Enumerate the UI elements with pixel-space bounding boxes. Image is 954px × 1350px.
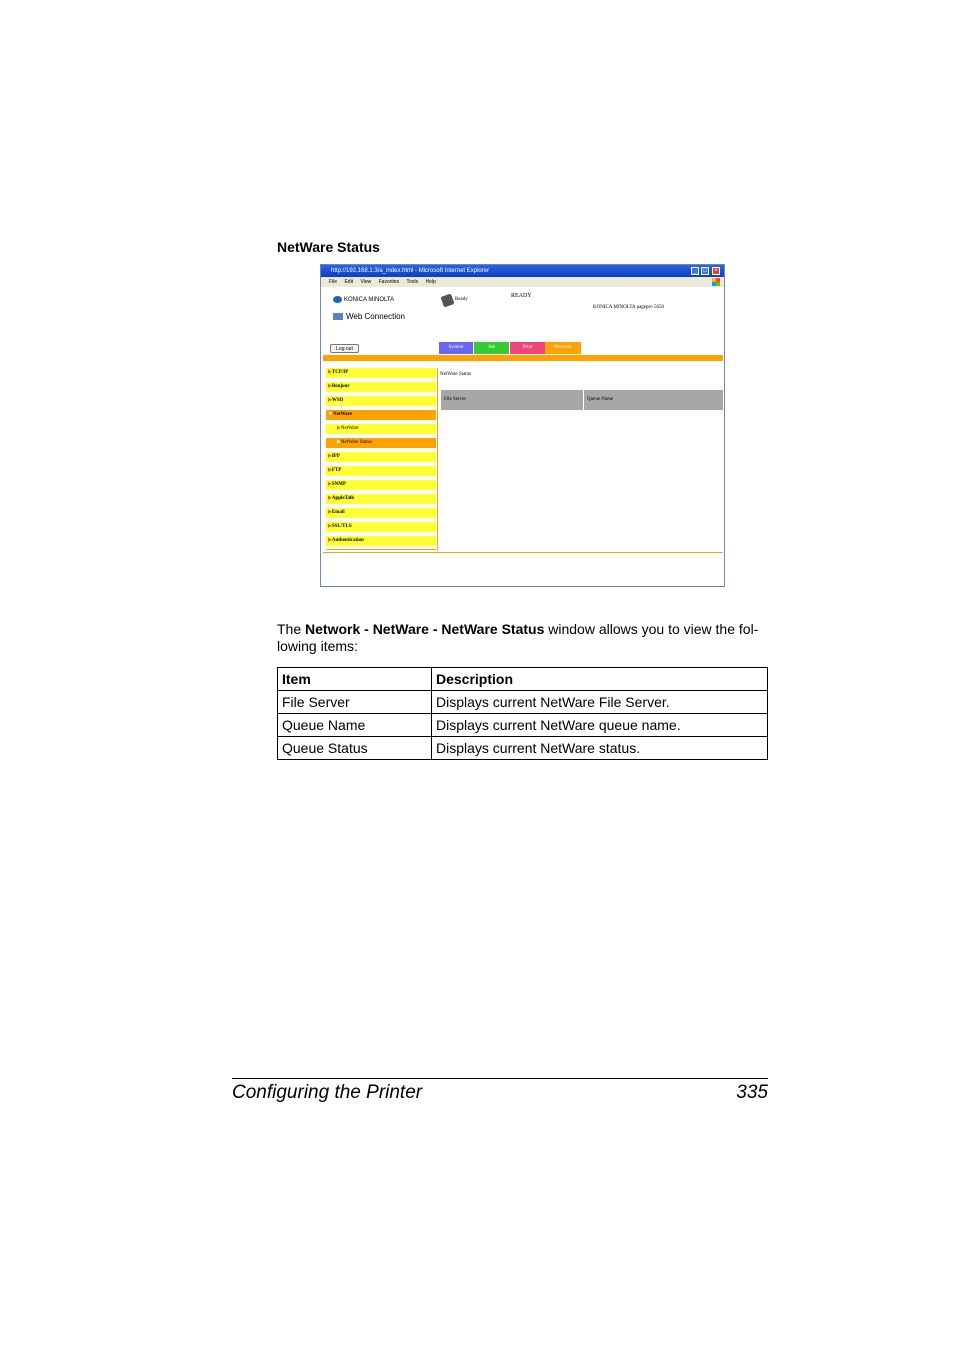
arrow-right-icon: ▶: [337, 426, 341, 431]
menu-favorites[interactable]: Favorites: [378, 279, 400, 285]
sidebar-bottom-line: [326, 549, 436, 550]
sidebar-subitem-netware-status[interactable]: [326, 438, 436, 448]
sidebar-item-appletalk[interactable]: [326, 494, 436, 504]
arrow-right-icon: ▶: [328, 510, 332, 515]
intro-text: The: [277, 621, 306, 637]
section-title: NetWare Status: [277, 239, 380, 255]
column-header-file-server: File Server: [441, 390, 583, 410]
arrow-down-icon: ▼: [328, 412, 333, 417]
minimize-icon[interactable]: _: [691, 267, 699, 275]
items-table: [277, 667, 768, 760]
product-name: Web Connection: [346, 312, 405, 321]
browser-menu-bar: [321, 277, 724, 287]
sidebar-item-label: NetWare: [332, 412, 353, 417]
content-footer-line: [323, 552, 723, 553]
sidebar-item-wsd[interactable]: [326, 396, 436, 406]
brand-name: KONICA MINOLTA: [344, 297, 395, 304]
column-header-queue-name: Queue Name: [584, 390, 723, 410]
konica-minolta-logo-icon: [333, 296, 342, 303]
header-divider: [323, 355, 723, 361]
content-title: NetWare Status: [440, 372, 472, 377]
intro-bold-path: Network - NetWare - NetWare Status: [305, 621, 545, 637]
sidebar-item-label: TCP/IP: [331, 370, 349, 375]
table-header-cell: Item: [278, 668, 432, 691]
table-cell: Displays current NetWare queue name.: [432, 714, 768, 737]
menu-view[interactable]: View: [360, 279, 372, 285]
sidebar-item-netware[interactable]: [326, 410, 436, 420]
arrow-right-icon: ▶: [328, 398, 332, 403]
menu-help[interactable]: Help: [425, 279, 436, 285]
sidebar-item-label: Authentication: [331, 538, 364, 543]
table-header-cell: Description: [432, 668, 768, 691]
sidebar-item-authentication[interactable]: [326, 536, 436, 546]
tab-print[interactable]: Print: [510, 342, 545, 354]
printer-icon: [440, 293, 454, 307]
sidebar-item-bonjour[interactable]: [326, 382, 436, 392]
sidebar-item-tcpip[interactable]: [326, 368, 436, 378]
arrow-right-icon: ▶: [328, 454, 332, 459]
pagescope-logo-icon: [333, 313, 343, 320]
sidebar-divider: [437, 368, 438, 551]
arrow-right-icon: ▶: [328, 482, 332, 487]
table-cell: Displays current NetWare File Server.: [432, 691, 768, 714]
sidebar-item-ipp[interactable]: [326, 452, 436, 462]
table-row: [278, 737, 768, 760]
sidebar-item-label: AppleTalk: [331, 496, 355, 501]
arrow-right-icon: ▶: [328, 384, 332, 389]
arrow-right-icon: ▶: [328, 496, 332, 501]
browser-screenshot: [320, 264, 725, 587]
sidebar: [326, 368, 436, 550]
menu-edit[interactable]: Edit: [344, 279, 354, 285]
brand-logo: [333, 296, 394, 303]
product-logo: [333, 312, 405, 321]
maximize-icon[interactable]: □: [701, 267, 709, 275]
sidebar-item-label: IPP: [331, 454, 340, 459]
arrow-right-icon: ▶: [328, 538, 332, 543]
sidebar-item-label: Email: [331, 510, 345, 515]
arrow-right-icon: ▶: [337, 440, 341, 445]
tab-network[interactable]: Network: [545, 342, 581, 354]
sidebar-item-label: WSD: [331, 398, 344, 403]
table-cell: Queue Status: [278, 737, 432, 760]
table-header-row: [278, 668, 768, 691]
intro-text-rest: window allows you to view the fol-lowing items:: [277, 621, 759, 654]
page-number: 335: [736, 1082, 768, 1103]
intro-paragraph: [277, 621, 768, 655]
status-label: Ready: [455, 297, 468, 302]
sidebar-item-ftp[interactable]: [326, 466, 436, 476]
model-name: KONICA MINOLTA pagepro 5650: [593, 305, 664, 310]
sidebar-item-label: SNMP: [331, 482, 347, 487]
arrow-right-icon: ▶: [328, 524, 332, 529]
logout-button[interactable]: Log out: [330, 344, 359, 353]
windows-logo-icon: [712, 278, 720, 286]
sidebar-subitem-netware[interactable]: [326, 424, 436, 434]
arrow-right-icon: ▶: [328, 370, 332, 375]
table-cell: Displays current NetWare status.: [432, 737, 768, 760]
sidebar-item-email[interactable]: [326, 508, 436, 518]
sidebar-item-label: FTP: [331, 468, 342, 473]
browser-title-bar: http://192.168.1.3/a_index.html - Microsoft Internet Explorer: [321, 265, 724, 277]
tab-system[interactable]: System: [439, 342, 473, 354]
arrow-right-icon: ▶: [328, 468, 332, 473]
close-icon[interactable]: ×: [712, 267, 720, 275]
sidebar-item-label: NetWare Status: [340, 440, 372, 445]
table-row: [278, 691, 768, 714]
status-value: READY: [511, 293, 532, 299]
menu-tools[interactable]: Tools: [406, 279, 419, 285]
menu-file[interactable]: File: [329, 279, 338, 285]
table-cell: Queue Name: [278, 714, 432, 737]
footer-rule: [232, 1078, 768, 1079]
sidebar-item-ssl-tls[interactable]: [326, 522, 436, 532]
sidebar-item-snmp[interactable]: [326, 480, 436, 490]
sidebar-item-label: Bonjour: [331, 384, 350, 389]
sidebar-item-label: NetWare: [340, 426, 359, 431]
table-row: [278, 714, 768, 737]
table-cell: File Server: [278, 691, 432, 714]
footer-title: Configuring the Printer: [232, 1082, 423, 1103]
sidebar-item-label: SSL/TLS: [331, 524, 352, 529]
tab-job[interactable]: Job: [474, 342, 509, 354]
